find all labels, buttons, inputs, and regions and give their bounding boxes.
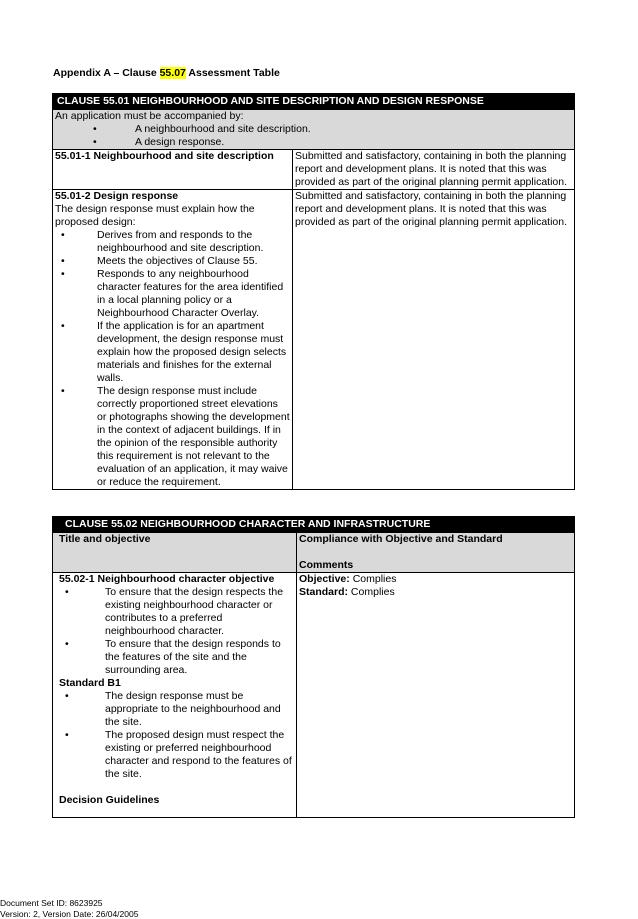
standard-compliance bbox=[299, 586, 572, 599]
standard-title: Standard B1 bbox=[59, 677, 121, 689]
list-item: • A neighbourhood and site description. bbox=[55, 123, 572, 136]
clause-55-01-table bbox=[52, 93, 575, 490]
row-title-55-01-1: 55.01-1 Neighbourhood and site description bbox=[53, 150, 293, 190]
list-item: • If the application is for an apartment development, the design response must explain how the proposed design selects materials and finishes for the external walls. bbox=[55, 320, 290, 385]
list-item: • The design response must include correctly proportioned street elevations or photographs showing the development in the context of adjacent buildings. If in the opinion of the responsible authority this requirement is not relevant to the evaluation of an application, it may waive or reduce the requirement. bbox=[55, 385, 290, 489]
page-title bbox=[53, 67, 280, 79]
objective-label: Objective: bbox=[299, 573, 350, 585]
title-prefix: Appendix A – Clause bbox=[53, 67, 160, 79]
objective-list bbox=[59, 586, 294, 677]
standard-label: Standard: bbox=[299, 586, 349, 598]
application-requirements bbox=[53, 110, 575, 150]
column-header-compliance bbox=[297, 533, 575, 573]
section-bar-55-02: CLAUSE 55.02 NEIGHBOURHOOD CHARACTER AND INFRASTRUCTURE bbox=[53, 517, 575, 533]
row-response-55-02-1 bbox=[297, 573, 575, 818]
standard-value: Complies bbox=[348, 586, 395, 598]
requirements-list bbox=[55, 123, 572, 149]
version-info: Version: 2, Version Date: 26/04/2005 bbox=[0, 909, 139, 919]
section-bar-55-01: CLAUSE 55.01 NEIGHBOURHOOD AND SITE DESCRIPTION AND DESIGN RESPONSE bbox=[53, 94, 575, 110]
list-item: • Responds to any neighbourhood character features for the area identified in a local planning policy or a Neighbourhood Character Overlay. bbox=[55, 268, 290, 320]
list-item: • The proposed design must respect the existing or preferred neighbourhood character and respond to the features of the site. bbox=[59, 729, 294, 781]
title-suffix: Assessment Table bbox=[185, 67, 280, 79]
decision-guidelines-label: Decision Guidelines bbox=[59, 794, 160, 806]
row-title-55-02-1 bbox=[53, 573, 297, 818]
design-response-list bbox=[55, 229, 290, 489]
row-response-55-01-2: Submitted and satisfactory, containing in both the planning report and development plans. It is noted that this was provided as part of the original planning permit application. bbox=[293, 190, 575, 490]
row-response-55-01-1: Submitted and satisfactory, containing in both the planning report and development plans. It is noted that this was provided as part of the original planning permit application. bbox=[293, 150, 575, 190]
comments-header: Comments bbox=[299, 559, 354, 571]
list-item: • To ensure that the design respects the existing neighbourhood character or contributes to a preferred neighbourhood character. bbox=[59, 586, 294, 638]
objective-compliance bbox=[299, 573, 572, 586]
row-title-55-01-2 bbox=[53, 190, 293, 490]
clause-55-02-table bbox=[52, 516, 575, 818]
compliance-header: Compliance with Objective and Standard bbox=[299, 533, 503, 545]
column-header-title: Title and objective bbox=[53, 533, 297, 573]
design-response-intro: The design response must explain how the proposed design: bbox=[55, 203, 255, 228]
list-item: • Derives from and responds to the neighbourhood and site description. bbox=[55, 229, 290, 255]
design-response-title: 55.01-2 Design response bbox=[55, 190, 179, 202]
list-item: • A design response. bbox=[55, 136, 572, 149]
list-item: • The design response must be appropriate to the neighbourhood and the site. bbox=[59, 690, 294, 729]
title-clause-highlight: 55.07 bbox=[159, 67, 186, 79]
requirements-intro: An application must be accompanied by: bbox=[55, 110, 244, 122]
objective-title: 55.02-1 Neighbourhood character objective bbox=[59, 573, 275, 585]
list-item: • To ensure that the design responds to the features of the site and the surrounding area. bbox=[59, 638, 294, 677]
document-set-id: Document Set ID: 8623925 bbox=[0, 898, 103, 908]
standard-list bbox=[59, 690, 294, 781]
objective-value: Complies bbox=[349, 573, 397, 585]
list-item: • Meets the objectives of Clause 55. bbox=[55, 255, 290, 268]
